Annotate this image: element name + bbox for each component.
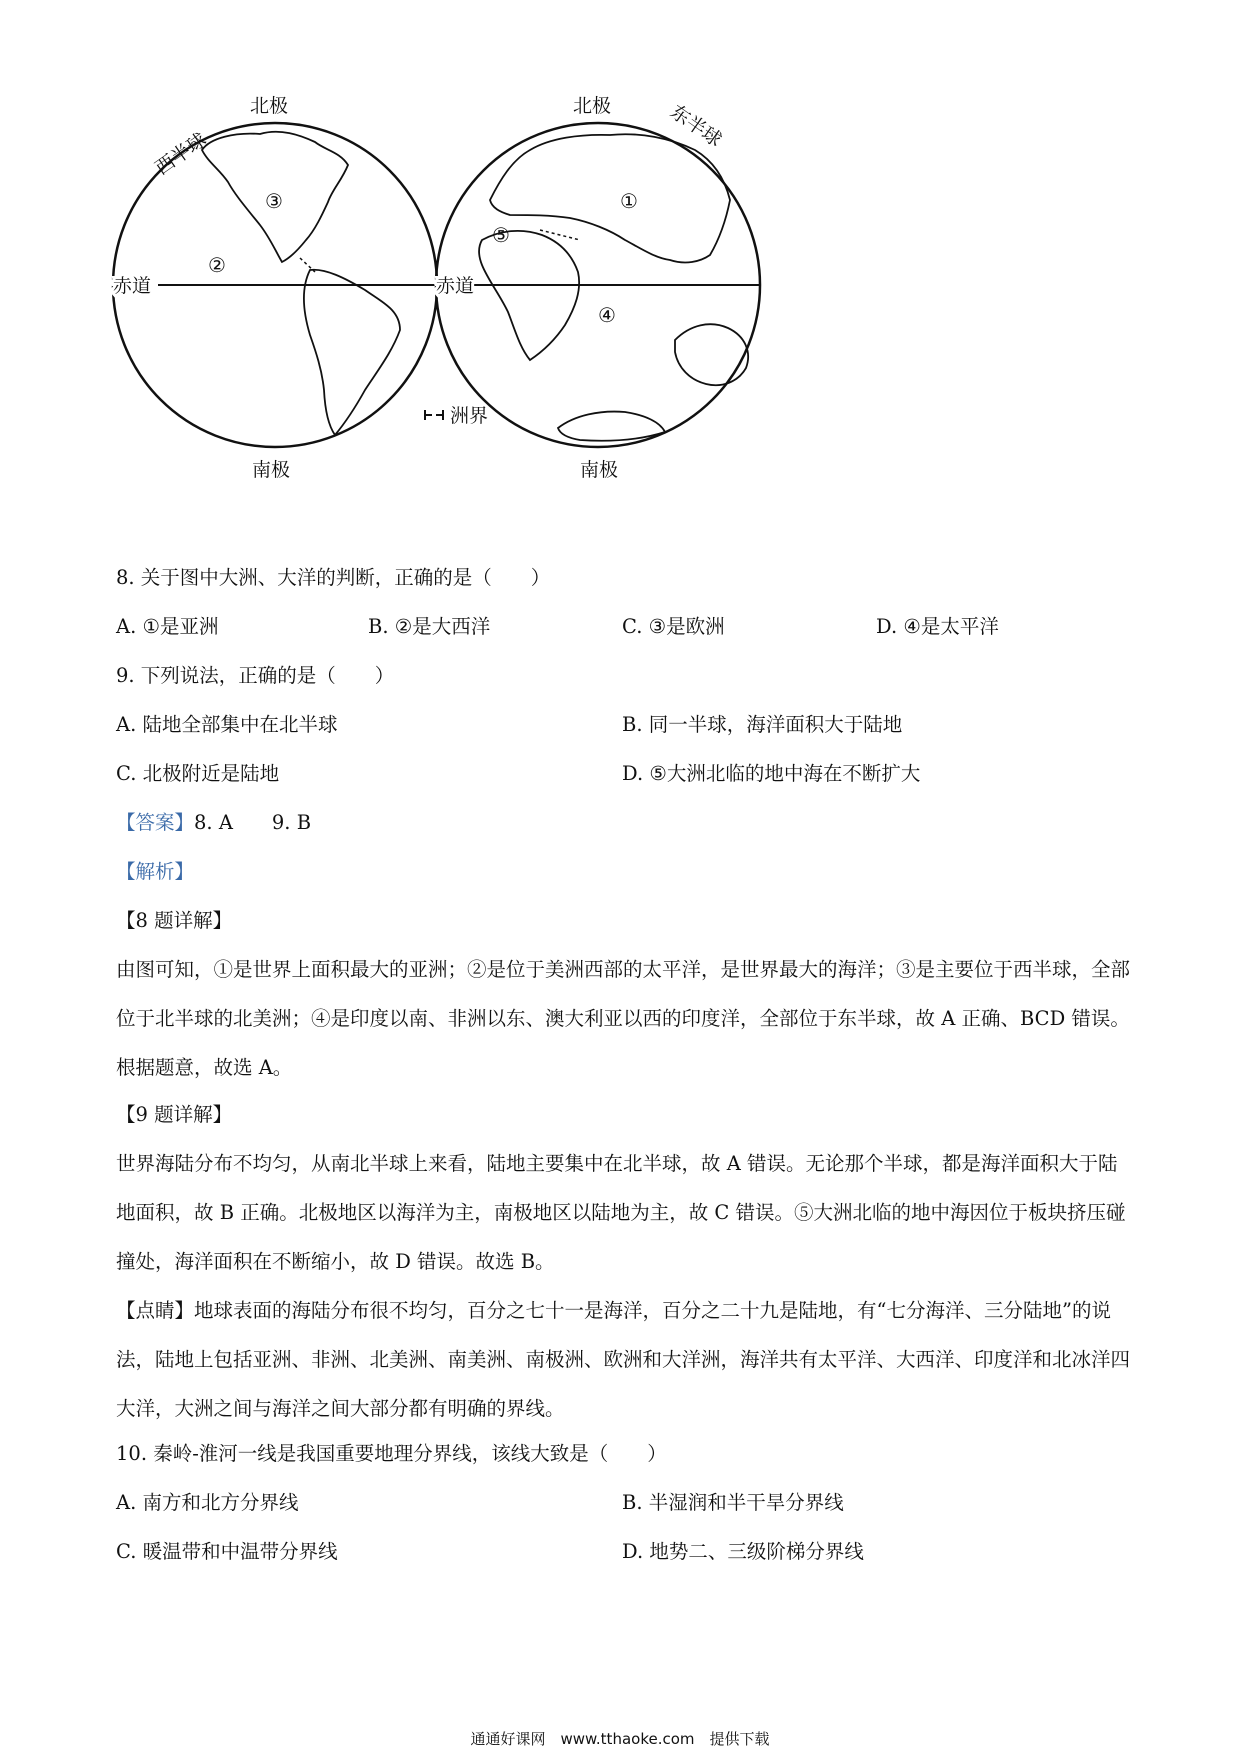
north-pole-label-west: 北极 — [250, 95, 289, 117]
south-pole-label-east: 南极 — [580, 459, 619, 481]
south-pole-label-west: 南极 — [252, 459, 291, 481]
q8-option-a: A. ①是亚洲 — [116, 615, 219, 638]
north-pole-label-east: 北极 — [573, 95, 612, 117]
answer-text: 8. A 9. B — [194, 811, 312, 834]
q8-stem: 8. 关于图中大洲、大洋的判断，正确的是（ ） — [116, 566, 551, 589]
marker-4: ④ — [598, 303, 616, 327]
marker-1: ① — [620, 189, 638, 213]
q10-option-d: D. 地势二、三级阶梯分界线 — [622, 1540, 864, 1563]
west-hemisphere-label: 西半球 — [151, 128, 211, 180]
q8-option-c: C. ③是欧洲 — [622, 615, 725, 638]
marker-2: ② — [208, 253, 226, 277]
q10-stem: 10. 秦岭-淮河一线是我国重要地理分界线，该线大致是（ ） — [116, 1442, 667, 1465]
q8-option-b: B. ②是大西洋 — [368, 615, 491, 638]
page-footer: 通通好课网 www.tthaoke.com 提供下载 — [470, 1730, 770, 1748]
q10-option-c: C. 暖温带和中温带分界线 — [116, 1540, 338, 1563]
tip-text: 地球表面的海陆分布很不均匀，百分之七十一是海洋，百分之二十九是陆地，有“七分海洋、三分陆地”的说法，陆地上包括亚洲、非洲、北美洲、南美洲、南极洲、欧洲和大洋洲，海洋共有太平洋、大西洋、印度洋和北冰洋四大洋，大洲之间与海洋之间大部分都有明确的界线。 — [116, 1299, 1131, 1420]
q8-detail-text: 由图可知，①是世界上面积最大的亚洲；②是位于美洲西部的太平洋，是世界最大的海洋；③是主要位于西半球，全部位于北半球的北美洲；④是印度以南、非洲以东、澳大利亚以西的印度洋，全部位于东半球，故 A 正确、BCD 错误。根据题意，故选 A。 — [116, 958, 1131, 1079]
q10-option-a: A. 南方和北方分界线 — [116, 1491, 299, 1514]
continent-boundary — [540, 230, 580, 240]
q9-detail-text: 世界海陆分布不均匀，从南北半球上来看，陆地主要集中在北半球，故 A 错误。无论那个半球，都是海洋面积大于陆地面积，故 B 正确。北极地区以海洋为主，南极地区以陆地为主，故 C 错误。⑤大洲北临的地中海因位于板块挤压碰撞处，海洋面积在不断缩小，故 D 错误。故选 B。 — [116, 1152, 1126, 1273]
antarctica-outline — [558, 412, 665, 441]
q9-option-c: C. 北极附近是陆地 — [116, 762, 280, 785]
south-america-outline — [304, 270, 400, 435]
marker-5: ⑤ — [492, 223, 510, 247]
equator-label-east: 赤道 — [436, 275, 475, 297]
tip-tag: 【点睛】 — [116, 1299, 195, 1322]
hemispheres-map — [110, 90, 870, 540]
marker-3: ③ — [265, 189, 283, 213]
australia-outline — [675, 324, 748, 385]
east-hemisphere-label: 东半球 — [666, 100, 726, 152]
map-legend — [424, 405, 488, 427]
q9-detail-tag: 【9 题详解】 — [116, 1103, 233, 1126]
tip-paragraph — [116, 1286, 1134, 1433]
answer-tag: 【答案】 — [116, 811, 195, 834]
legend-label: 洲界 — [450, 405, 489, 427]
q9-option-b: B. 同一半球，海洋面积大于陆地 — [622, 713, 903, 736]
q9-stem: 9. 下列说法，正确的是（ ） — [116, 664, 395, 687]
q8-detail-tag: 【8 题详解】 — [116, 909, 233, 932]
equator-label-west: 赤道 — [113, 275, 152, 297]
answer-line — [116, 809, 311, 837]
analysis-tag: 【解析】 — [116, 860, 195, 883]
africa-outline — [479, 231, 579, 360]
q10-option-b: B. 半湿润和半干旱分界线 — [622, 1491, 844, 1514]
q9-option-a: A. 陆地全部集中在北半球 — [116, 713, 338, 736]
q9-option-d: D. ⑤大洲北临的地中海在不断扩大 — [622, 762, 921, 785]
q8-option-d: D. ④是太平洋 — [876, 615, 999, 638]
